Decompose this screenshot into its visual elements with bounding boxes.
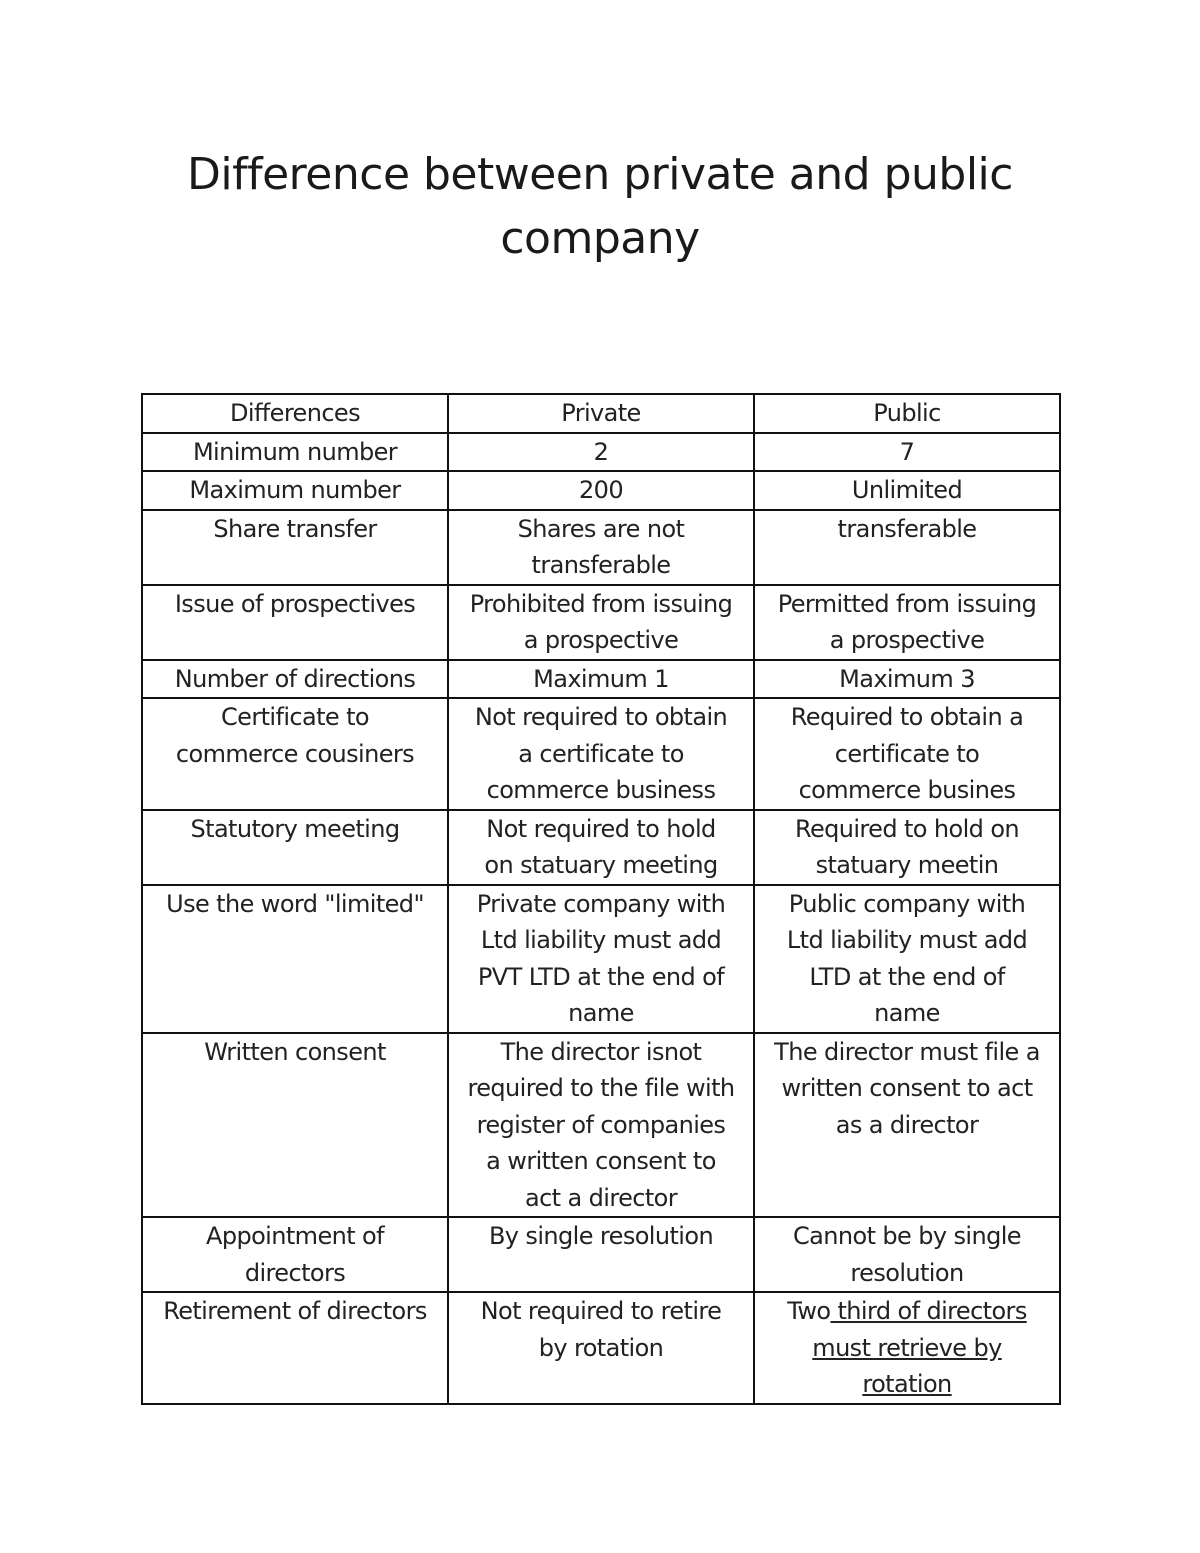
cell-line: Retirement of directors [163, 1297, 427, 1325]
comparison-table [141, 393, 1061, 1405]
cell-line: Share transfer [213, 514, 377, 543]
cell-line: written consent to act [781, 1074, 1033, 1102]
cell-line: a certificate to [518, 739, 684, 768]
private-cell [448, 433, 754, 472]
cell-line: as a director [835, 1110, 979, 1139]
cell-line: Minimum number [192, 437, 398, 466]
cell-line: register of companies [476, 1110, 726, 1139]
cell-line: Use the word "limited" [166, 889, 424, 918]
public-cell [754, 1217, 1060, 1292]
cell-line: by rotation [538, 1333, 664, 1362]
page-title [100, 143, 1100, 271]
private-cell [448, 585, 754, 660]
header-cell-differences: Differences [142, 394, 448, 433]
table-row [142, 1217, 1060, 1292]
table-header-row [142, 394, 1060, 433]
difference-cell [142, 810, 448, 885]
cell-line: Ltd liability must add [786, 926, 1028, 954]
cell-text: Two [787, 1297, 831, 1325]
cell-line: a prospective [523, 626, 679, 654]
public-cell [754, 471, 1060, 510]
difference-cell [142, 698, 448, 810]
difference-cell [142, 1033, 448, 1218]
difference-cell [142, 585, 448, 660]
table-row [142, 471, 1060, 510]
cell-line: PVT LTD at the end of [477, 962, 725, 991]
cell-line: Ltd liability must add [480, 926, 722, 954]
underlined-text: must retrieve by [812, 1333, 1002, 1362]
cell-line: Prohibited from issuing [469, 589, 733, 618]
cell-line: commerce cousiners [175, 739, 415, 768]
header-cell-private: Private [448, 394, 754, 433]
cell-line: Maximum 1 [533, 664, 669, 693]
cell-line: commerce busines [798, 776, 1016, 804]
cell-line: Not required to obtain [474, 703, 728, 731]
private-cell [448, 471, 754, 510]
public-cell [754, 585, 1060, 660]
cell-line: statuary meetin [815, 851, 999, 879]
cell-line: on statuary meeting [484, 851, 718, 879]
underlined-text: third of directors [830, 1297, 1027, 1325]
private-cell [448, 1033, 754, 1218]
table-row [142, 698, 1060, 810]
cell-line: Maximum 3 [839, 664, 975, 693]
cell-line: 200 [578, 476, 623, 504]
cell-line: Shares are not [517, 514, 685, 543]
private-cell [448, 1217, 754, 1292]
page-title-line-2: company [500, 213, 700, 264]
cell-line: Unlimited [851, 476, 963, 504]
public-cell [754, 698, 1060, 810]
cell-line: The director isnot [500, 1037, 702, 1066]
public-cell [754, 660, 1060, 699]
private-cell [448, 1292, 754, 1404]
cell-line: Written consent [204, 1037, 386, 1066]
table-row [142, 1033, 1060, 1218]
difference-cell [142, 510, 448, 585]
difference-cell [142, 1292, 448, 1404]
difference-cell [142, 433, 448, 472]
underlined-text: rotation [862, 1370, 952, 1398]
cell-line: a prospective [829, 626, 985, 654]
cell-line: By single resolution [488, 1222, 714, 1250]
table-row [142, 510, 1060, 585]
cell-line: Cannot be by single [793, 1222, 1021, 1250]
cell-line: Statutory meeting [190, 814, 400, 843]
cell-line: transferable [531, 551, 671, 579]
difference-cell [142, 885, 448, 1033]
private-cell [448, 660, 754, 699]
cell-line: Permitted from issuing [777, 589, 1037, 618]
public-cell [754, 510, 1060, 585]
cell-line: 2 [593, 437, 609, 466]
public-cell [754, 810, 1060, 885]
difference-cell [142, 660, 448, 699]
difference-cell [142, 1217, 448, 1292]
public-cell [754, 885, 1060, 1033]
cell-line: Appointment of [206, 1222, 384, 1250]
table-row [142, 885, 1060, 1033]
private-cell [448, 698, 754, 810]
difference-cell [142, 471, 448, 510]
table-row [142, 660, 1060, 699]
table-row [142, 810, 1060, 885]
cell-line: LTD at the end of [809, 962, 1005, 991]
cell-line: certificate to [834, 739, 980, 768]
cell-line: Maximum number [189, 476, 401, 504]
cell-line: directors [244, 1258, 346, 1287]
cell-line: name [874, 999, 940, 1027]
private-cell [448, 810, 754, 885]
cell-line: Issue of prospectives [174, 589, 416, 618]
cell-line: resolution [850, 1258, 964, 1287]
cell-line: The director must file a [774, 1037, 1040, 1066]
public-cell [754, 433, 1060, 472]
cell-line [759, 1293, 1055, 1330]
cell-line: name [568, 999, 634, 1027]
cell-line: commerce business [486, 776, 716, 804]
page-title-line-1: Difference between private and public [187, 149, 1013, 200]
cell-line: act a director [524, 1183, 678, 1212]
table-row [142, 1292, 1060, 1404]
cell-line: Not required to hold [486, 814, 716, 843]
cell-line: a written consent to [486, 1147, 716, 1175]
cell-line: Required to hold on [794, 814, 1020, 843]
cell-line: Required to obtain a [790, 703, 1024, 731]
cell-line: 7 [899, 437, 915, 466]
cell-line: Private company with [476, 889, 726, 918]
cell-line: Number of directions [174, 664, 416, 693]
header-cell-public: Public [754, 394, 1060, 433]
table-row [142, 585, 1060, 660]
public-cell [754, 1033, 1060, 1218]
private-cell [448, 510, 754, 585]
public-cell [754, 1292, 1060, 1404]
cell-line: required to the file with [467, 1074, 735, 1102]
cell-line: Certificate to [221, 703, 369, 731]
cell-line: Not required to retire [480, 1297, 722, 1325]
table-row [142, 433, 1060, 472]
cell-line: transferable [837, 514, 977, 543]
cell-line: Public company with [788, 889, 1026, 918]
private-cell [448, 885, 754, 1033]
